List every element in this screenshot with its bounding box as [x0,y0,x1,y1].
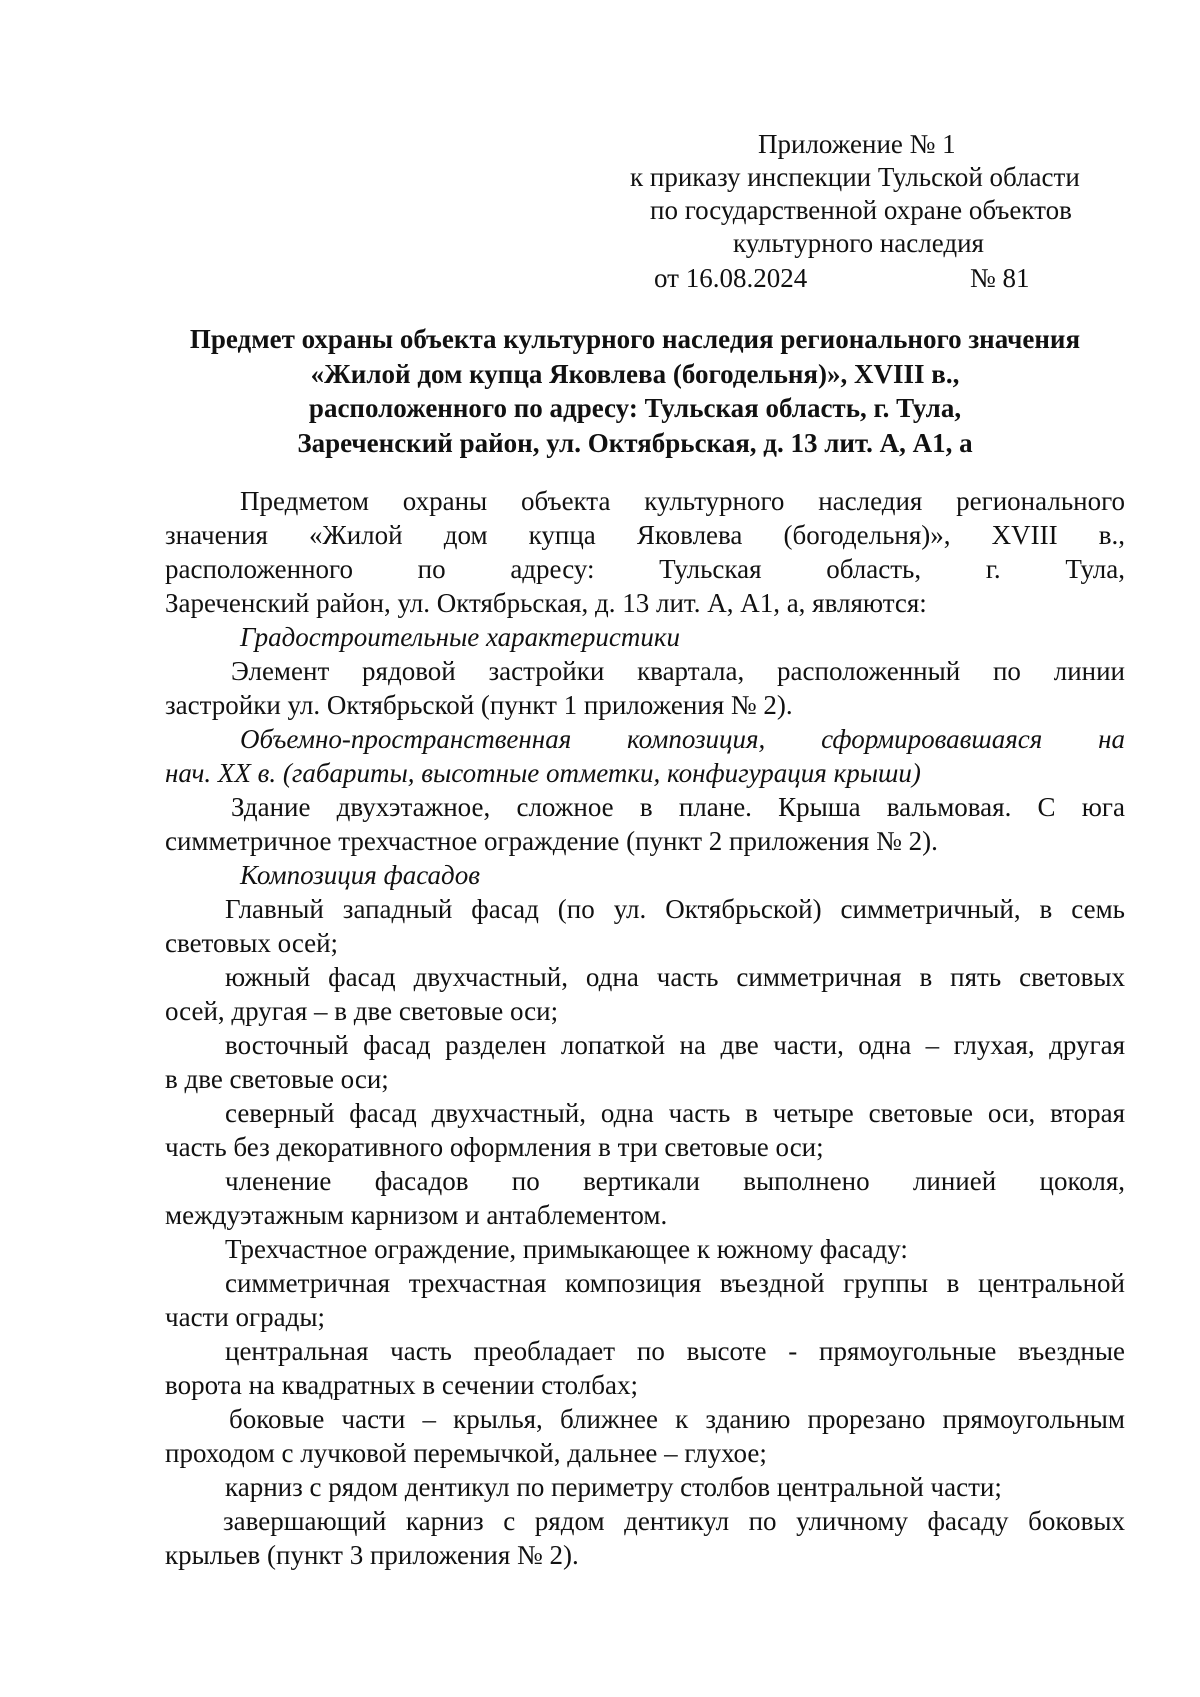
south-line-2: осей, другая – в две световые оси; [165,996,559,1026]
urban-line-1: Элемент рядовой застройки квартала, расположенный по линии [231,656,1125,686]
north-line-2: часть без декоративного оформления в три световые оси; [165,1132,824,1162]
intro-line-2: значения «Жилой дом купца Яковлева (богодельня)», XVIII в., [165,520,1125,550]
order-reference: к приказу инспекции Тульской области [630,162,1080,192]
east-line-2: в две световые оси; [165,1064,389,1094]
fence-item-4: карниз с рядом дентикул по периметру столбов центральной части; [225,1472,1002,1502]
urban-line-2: застройки ул. Октябрьской (пункт 1 приложения № 2). [165,690,793,720]
intro-line-1: Предметом охраны объекта культурного наследия регионального [240,486,1125,516]
order-reference-end: культурного наследия [733,228,984,258]
order-date: от 16.08.2024 [654,263,808,293]
intro-line-3: расположенного по адресу: Тульская область, г. Тула, [165,554,1125,584]
heading-volume-1: Объемно-пространственная композиция, сформировавшаяся на [240,724,1125,754]
appendix-label: Приложение № 1 [758,129,956,159]
fence-item-5-line-2: крыльев (пункт 3 приложения № 2). [165,1540,579,1570]
heading-facades: Композиция фасадов [240,860,480,890]
document-title [150,322,1120,460]
west-line-2: световых осей; [165,928,339,958]
fence-intro: Трехчастное ограждение, примыкающее к южному фасаду: [225,1234,908,1264]
order-number: № 81 [970,263,1030,293]
fence-item-2-line-2: ворота на квадратных в сечении столбах; [165,1370,638,1400]
fence-item-5-line-1: завершающий карниз с рядом дентикул по уличному фасаду боковых [223,1506,1125,1536]
volume-line-2: симметричное трехчастное ограждение (пункт 2 приложения № 2). [165,826,938,856]
west-line-1: Главный западный фасад (по ул. Октябрьской) симметричный, в семь [225,894,1125,924]
order-reference-cont: по государственной охране объектов [650,195,1072,225]
intro-line-4: Зареченский район, ул. Октябрьская, д. 13 лит. А, А1, а, являются: [165,588,927,618]
title-line-2: «Жилой дом купца Яковлева (богодельня)», XVIII в., [310,358,960,389]
heading-urban: Градостроительные характеристики [240,622,681,652]
east-line-1: восточный фасад разделен лопаткой на две части, одна – глухая, другая [225,1030,1125,1060]
fence-item-2-line-1: центральная часть преобладает по высоте - прямоугольные въездные [225,1336,1125,1366]
title-line-3: расположенного по адресу: Тульская область, г. Тула, [308,393,962,423]
fence-item-3-line-2: проходом с лучковой перемычкой, дальнее – глухое; [165,1438,767,1468]
volume-line-1: Здание двухэтажное, сложное в плане. Крыша вальмовая. С юга [231,792,1125,822]
division-line-2: междуэтажным карнизом и антаблементом. [165,1200,668,1230]
north-line-1: северный фасад двухчастный, одна часть в четыре световые оси, вторая [225,1098,1125,1128]
fence-item-3-line-1: боковые части – крылья, ближнее к зданию прорезано прямоугольным [229,1404,1125,1434]
heading-volume-2: нач. XX в. (габариты, высотные отметки, конфигурация крыши) [165,758,921,788]
title-line-1: Предмет охраны объекта культурного наследия регионального значения [189,324,1081,354]
fence-item-1-line-2: части ограды; [165,1302,325,1332]
division-line-1: членение фасадов по вертикали выполнено линией цоколя, [225,1166,1125,1196]
south-line-1: южный фасад двухчастный, одна часть симметричная в пять световых [225,962,1125,992]
fence-item-1-line-1: симметричная трехчастная композиция въездной группы в центральной [225,1268,1125,1298]
title-line-4: Зареченский район, ул. Октябрьская, д. 13 лит. А, А1, а [297,427,973,458]
document-body [165,484,1125,1572]
